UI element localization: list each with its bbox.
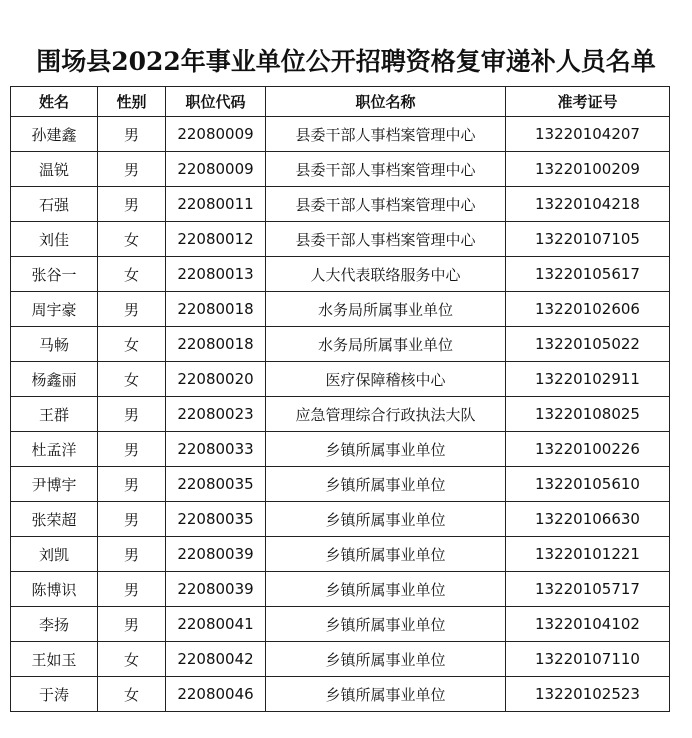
table-row <box>11 677 670 712</box>
cell-exam-number: 13220100226 <box>506 432 670 467</box>
cell-name: 于涛 <box>11 677 98 712</box>
candidate-table <box>10 86 670 712</box>
cell-exam-number: 13220101221 <box>506 537 670 572</box>
table-row <box>11 397 670 432</box>
cell-name: 王如玉 <box>11 642 98 677</box>
table-row <box>11 117 670 152</box>
cell-exam-number: 13220105717 <box>506 572 670 607</box>
cell-name: 李扬 <box>11 607 98 642</box>
cell-position-name: 县委干部人事档案管理中心 <box>266 117 506 152</box>
cell-gender: 男 <box>98 152 166 187</box>
cell-position-name: 乡镇所属事业单位 <box>266 642 506 677</box>
cell-exam-number: 13220102606 <box>506 292 670 327</box>
cell-exam-number: 13220107110 <box>506 642 670 677</box>
cell-position-name: 乡镇所属事业单位 <box>266 537 506 572</box>
cell-gender: 男 <box>98 607 166 642</box>
cell-position-code: 22080012 <box>166 222 266 257</box>
cell-position-code: 22080023 <box>166 397 266 432</box>
cell-position-name: 县委干部人事档案管理中心 <box>266 152 506 187</box>
cell-name: 温锐 <box>11 152 98 187</box>
cell-name: 刘凯 <box>11 537 98 572</box>
cell-name: 孙建鑫 <box>11 117 98 152</box>
table-row <box>11 362 670 397</box>
table-row <box>11 502 670 537</box>
table-row <box>11 537 670 572</box>
cell-name: 王群 <box>11 397 98 432</box>
cell-exam-number: 13220104102 <box>506 607 670 642</box>
cell-position-code: 22080009 <box>166 152 266 187</box>
cell-position-name: 医疗保障稽核中心 <box>266 362 506 397</box>
table-row <box>11 187 670 222</box>
cell-gender: 男 <box>98 502 166 537</box>
cell-position-name: 乡镇所属事业单位 <box>266 467 506 502</box>
cell-exam-number: 13220102523 <box>506 677 670 712</box>
table-row <box>11 607 670 642</box>
cell-position-code: 22080046 <box>166 677 266 712</box>
cell-position-code: 22080035 <box>166 467 266 502</box>
cell-gender: 女 <box>98 677 166 712</box>
cell-gender: 男 <box>98 292 166 327</box>
table-row <box>11 467 670 502</box>
cell-exam-number: 13220106630 <box>506 502 670 537</box>
cell-gender: 男 <box>98 117 166 152</box>
cell-position-code: 22080042 <box>166 642 266 677</box>
cell-position-name: 水务局所属事业单位 <box>266 327 506 362</box>
cell-exam-number: 13220104207 <box>506 117 670 152</box>
cell-gender: 男 <box>98 467 166 502</box>
cell-gender: 男 <box>98 397 166 432</box>
cell-exam-number: 13220108025 <box>506 397 670 432</box>
cell-gender: 女 <box>98 257 166 292</box>
header-row <box>11 87 670 117</box>
cell-exam-number: 13220100209 <box>506 152 670 187</box>
cell-exam-number: 13220107105 <box>506 222 670 257</box>
cell-position-code: 22080018 <box>166 327 266 362</box>
table-row <box>11 572 670 607</box>
header-exam-number: 准考证号 <box>506 87 670 117</box>
cell-position-name: 乡镇所属事业单位 <box>266 502 506 537</box>
cell-gender: 男 <box>98 187 166 222</box>
table-header <box>11 87 670 117</box>
cell-name: 陈博识 <box>11 572 98 607</box>
cell-position-name: 应急管理综合行政执法大队 <box>266 397 506 432</box>
cell-exam-number: 13220104218 <box>506 187 670 222</box>
cell-exam-number: 13220102911 <box>506 362 670 397</box>
cell-gender: 女 <box>98 222 166 257</box>
cell-name: 尹博宇 <box>11 467 98 502</box>
header-gender: 性别 <box>98 87 166 117</box>
cell-name: 周宇豪 <box>11 292 98 327</box>
cell-name: 刘佳 <box>11 222 98 257</box>
table-row <box>11 292 670 327</box>
cell-position-code: 22080013 <box>166 257 266 292</box>
cell-exam-number: 13220105617 <box>506 257 670 292</box>
header-name: 姓名 <box>11 87 98 117</box>
cell-gender: 女 <box>98 327 166 362</box>
cell-position-name: 县委干部人事档案管理中心 <box>266 222 506 257</box>
cell-position-name: 乡镇所属事业单位 <box>266 607 506 642</box>
table-row <box>11 642 670 677</box>
table-body <box>11 117 670 712</box>
cell-gender: 男 <box>98 572 166 607</box>
cell-name: 杨鑫丽 <box>11 362 98 397</box>
cell-gender: 女 <box>98 642 166 677</box>
table-row <box>11 432 670 467</box>
cell-position-code: 22080039 <box>166 572 266 607</box>
document-title: 围场县2022年事业单位公开招聘资格复审递补人员名单 <box>36 47 656 76</box>
table-row <box>11 152 670 187</box>
table-row <box>11 222 670 257</box>
cell-position-name: 乡镇所属事业单位 <box>266 572 506 607</box>
cell-position-code: 22080018 <box>166 292 266 327</box>
table-row <box>11 257 670 292</box>
header-position-name: 职位名称 <box>266 87 506 117</box>
cell-position-code: 22080009 <box>166 117 266 152</box>
cell-position-name: 水务局所属事业单位 <box>266 292 506 327</box>
header-position-code: 职位代码 <box>166 87 266 117</box>
cell-position-name: 人大代表联络服务中心 <box>266 257 506 292</box>
cell-position-code: 22080020 <box>166 362 266 397</box>
cell-position-name: 县委干部人事档案管理中心 <box>266 187 506 222</box>
cell-name: 石强 <box>11 187 98 222</box>
cell-name: 张谷一 <box>11 257 98 292</box>
cell-gender: 男 <box>98 432 166 467</box>
table-row <box>11 327 670 362</box>
cell-gender: 女 <box>98 362 166 397</box>
cell-position-code: 22080041 <box>166 607 266 642</box>
cell-position-name: 乡镇所属事业单位 <box>266 677 506 712</box>
cell-position-code: 22080035 <box>166 502 266 537</box>
cell-name: 马畅 <box>11 327 98 362</box>
cell-exam-number: 13220105022 <box>506 327 670 362</box>
cell-position-code: 22080033 <box>166 432 266 467</box>
cell-position-code: 22080011 <box>166 187 266 222</box>
cell-gender: 男 <box>98 537 166 572</box>
cell-name: 张荣超 <box>11 502 98 537</box>
cell-exam-number: 13220105610 <box>506 467 670 502</box>
cell-name: 杜孟洋 <box>11 432 98 467</box>
cell-position-code: 22080039 <box>166 537 266 572</box>
cell-position-name: 乡镇所属事业单位 <box>266 432 506 467</box>
